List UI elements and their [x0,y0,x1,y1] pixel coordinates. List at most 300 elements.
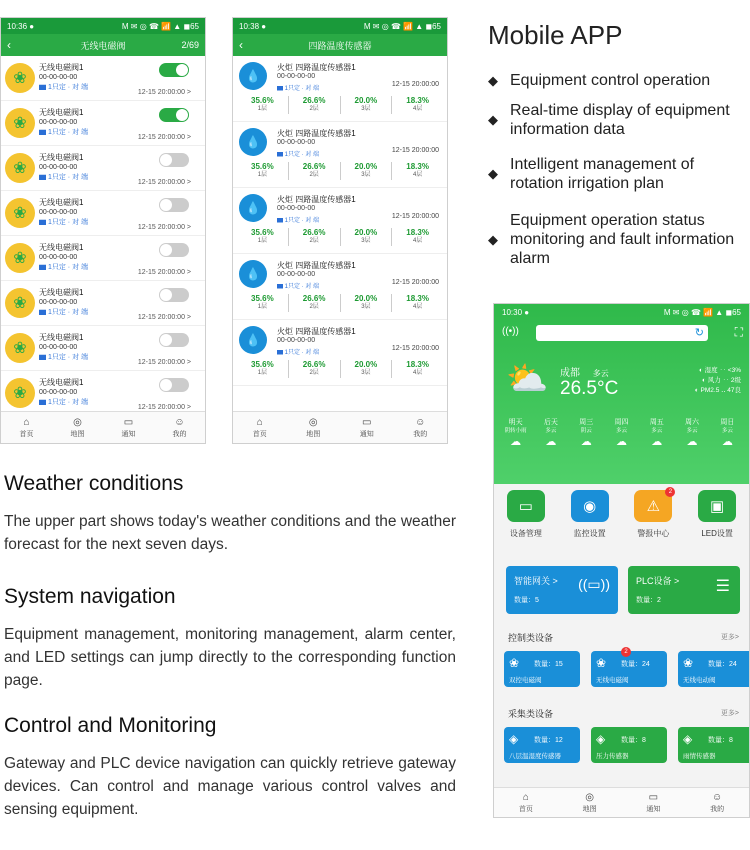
sensor-value [289,228,341,246]
plc-count: 数量：2 [636,597,661,604]
nav-item-2[interactable] [634,490,672,548]
sensor-layer: 1层 [257,238,268,244]
section-body: Equipment management, monitoring management, alarm center, and LED settings can jump directly to the corresponding function page. [4,626,456,689]
nav-label: 警报中心 [637,529,670,538]
rain-icon: ◈ [683,732,693,746]
cloudy-sun-icon: ⛅ [506,360,549,398]
valve-name: 无线电磁阀1 [39,198,84,207]
cloud-icon: ☁ [686,436,698,448]
map-icon: ◎ [308,416,318,428]
city-name: 成都 [560,368,580,379]
status-bar [494,304,749,320]
sensor-layer: 4层 [412,304,423,310]
page-title: 无线电磁阀 [80,40,126,51]
sensor-reading: 35.6% [251,162,274,171]
sensor-value [341,228,393,246]
home-icon: ⌂ [23,416,30,428]
sensor-value [237,96,289,114]
status-bar [233,18,447,34]
seven-day-forecast [498,418,745,447]
gateway-card[interactable] [506,566,618,614]
sensor-name: 火炬 四路温度传感器1 [277,195,356,204]
valve-icon: ❀ [5,333,35,363]
sensor-layer: 2层 [309,172,319,178]
valve-info [39,243,88,273]
valve-list-screen [0,17,206,444]
tab-label: 我的 [413,430,428,438]
sensor-layer: 3层 [361,172,371,178]
forecast-weather: 多云 [615,428,627,434]
forecast-day [604,418,639,447]
sensor-layer: 1层 [257,370,268,376]
nav-item-0[interactable] [507,490,545,548]
valve-toggle[interactable] [159,63,189,77]
sensor-id: 00-00-00-00 [277,73,316,80]
sensor-layer: 1层 [257,304,268,310]
title-bar [1,34,205,56]
status-time: 10:30 ● [502,307,530,317]
forecast-day [674,418,709,447]
cloud-icon: ☁ [651,436,663,448]
tab-map[interactable] [558,788,622,817]
valve-name: 无线电磁阀1 [39,108,84,117]
valve-toggle[interactable] [159,378,189,392]
tab-label: 首页 [518,805,533,813]
device-card[interactable] [591,727,667,763]
sensor-reading: 35.6% [251,96,274,105]
message-icon: ▭ [362,416,372,428]
sensor-layer: 4层 [412,238,423,244]
cloud-icon: ☁ [580,436,592,448]
valve-time: 12-15 20:00:00 > [137,224,191,231]
bottom-tab-bar [494,787,749,817]
valve-toggle[interactable] [159,333,189,347]
back-icon[interactable]: ‹ [239,38,243,52]
table-row[interactable] [1,101,205,146]
valve-info [39,288,88,318]
home-icon: ⌂ [256,416,263,428]
device-count: 数量：24 [708,661,737,668]
sensor-reading: 26.6% [302,294,326,303]
sensor-layer: 3层 [361,106,371,112]
device-name: 雨情传感器 [683,753,716,760]
sensor-values [237,162,443,180]
sensor-values [237,228,443,246]
sensor-reading: 18.3% [406,294,429,303]
sensor-icon: ◈ [509,732,519,746]
valve-tag: ▆ 1只定 · 对 端 [39,264,89,271]
valve-icon: ❀ [596,656,607,670]
sensor-value [341,96,393,114]
tab-label: 首页 [19,430,34,438]
sensor-id: 00-00-00-00 [277,271,316,278]
weather-desc: 多云 [592,369,609,378]
sensor-icon: 💧 [239,128,267,156]
sensor-layer: 2层 [309,106,319,112]
forecast-day-name: 周四 [614,419,629,426]
sensor-values [237,96,443,114]
diamond-bullet-icon: ◆ [488,73,498,88]
section-title: Control and Monitoring [4,714,217,737]
sensor-time: 12-15 20:00:00 [391,81,439,88]
diamond-bullet-icon: ◆ [488,232,498,247]
sensor-tag: ▆ 1只定 · 对 端 [277,86,320,92]
sensor-value [237,162,289,180]
tab-notice[interactable] [103,412,154,443]
message-icon: ▭ [123,416,134,428]
forecast-day-name: 后天 [543,419,558,426]
table-row[interactable] [1,281,205,326]
valve-tag: ▆ 1只定 · 对 端 [39,84,89,91]
sensor-time: 12-15 20:00:00 [391,279,439,286]
diamond-bullet-icon: ◆ [488,112,498,127]
valve-tag: ▆ 1只定 · 对 端 [39,219,89,226]
control-monitoring-section [4,714,456,821]
valve-toggle[interactable] [159,108,189,122]
sensor-reading: 20.0% [354,162,378,171]
status-time: 10:36 ● [7,21,35,31]
tab-label: 我的 [172,430,187,438]
device-card[interactable] [504,651,580,687]
sensor-layer: 4层 [412,370,423,376]
sensor-value [341,162,393,180]
cloud-icon: ☁ [545,436,557,448]
valve-name: 无线电磁阀1 [39,333,84,342]
feature-text: Equipment operation status monitoring and fault information alarm [510,212,735,267]
valve-info [39,63,88,93]
forecast-weather: 多云 [721,428,733,434]
function-nav [494,484,749,548]
valve-toggle[interactable] [159,153,189,167]
status-bar [1,18,205,34]
signal-icon[interactable]: ((•)) [502,326,519,337]
valve-icon: ❀ [683,656,694,670]
section-title: Weather conditions [4,472,184,495]
back-icon[interactable]: ‹ [7,38,11,52]
table-row[interactable] [1,371,205,416]
tab-label: 通知 [359,430,374,438]
valve-time: 12-15 20:00:00 > [137,269,191,276]
sensor-value [289,294,341,312]
gateway-count: 数量：5 [514,597,539,604]
tab-mine[interactable] [394,412,448,443]
forecast-weather: 阴转小雨 [504,428,527,434]
section-body: The upper part shows today's weather conditions and the weather forecast for the next seven days. [4,513,456,553]
device-count: 数量：8 [708,737,733,744]
home-screen [493,303,750,818]
search-input[interactable] [536,325,708,341]
scan-icon[interactable]: ⛶ [734,325,743,339]
feature-item [488,155,750,193]
tab-map[interactable] [287,412,341,443]
valve-info [39,378,88,408]
tab-home[interactable] [1,412,52,443]
feature-item [488,71,750,90]
device-count: 数量：12 [534,737,563,744]
gauge-icon: ◈ [596,732,606,746]
sensor-layer: 2层 [309,238,319,244]
tab-label: 地图 [70,430,85,438]
valve-toggle[interactable] [159,288,189,302]
valve-info [39,108,88,138]
sensor-name: 火炬 四路温度传感器1 [277,129,356,138]
feature-text: Intelligent management of rotation irrigation plan [510,156,695,192]
sensor-name: 火炬 四路温度传感器1 [277,63,356,72]
sensor-icon: 💧 [239,62,267,90]
device-name: 八层温湿度传感器 [509,753,561,760]
valve-info [39,153,88,183]
table-row[interactable] [233,254,447,320]
device-name: 压力传感器 [596,753,629,760]
valve-time: 12-15 20:00:00 > [137,134,191,141]
pm25-stat: ◐ PM2.5 ‥ 47良 [694,387,741,394]
control-devices-title: 控制类设备 [508,633,554,643]
device-name: 双控电磁阀 [509,677,542,684]
tab-notice[interactable] [340,412,394,443]
collect-devices-title: 采集类设备 [508,709,554,719]
valve-info [39,333,88,363]
valve-time: 12-15 20:00:00 > [137,314,191,321]
valve-time: 12-15 20:00:00 > [137,179,191,186]
nav-item-1[interactable] [571,490,609,548]
sensor-value [289,162,341,180]
sensor-value [341,360,393,378]
sensor-reading: 18.3% [406,162,429,171]
page-title: 四路温度传感器 [308,40,372,51]
alarm-badge: 2 [665,487,675,497]
device-count: 数量：15 [534,661,563,668]
device-card[interactable] [678,727,750,763]
map-icon: ◎ [73,416,82,428]
table-row[interactable] [233,122,447,188]
nav-label: 设备管理 [509,529,542,538]
valve-name: 无线电磁阀1 [39,243,84,252]
valve-tag: ▆ 1只定 · 对 端 [39,354,89,361]
table-row[interactable] [1,56,205,101]
sensor-reading: 20.0% [354,228,378,237]
tab-label: 我的 [710,805,725,813]
forecast-day [533,418,568,447]
valve-icon: ❀ [5,378,35,408]
forecast-weather: 多云 [545,428,557,434]
sensor-value [392,360,443,378]
sensor-id: 00-00-00-00 [277,205,316,212]
tab-mine[interactable] [154,412,205,443]
tab-map[interactable] [52,412,103,443]
device-name: 无线电动阀 [683,677,716,684]
sensor-time: 12-15 20:00:00 [391,345,439,352]
sensor-tag: ▆ 1只定 · 对 端 [277,350,320,356]
forecast-day [710,418,745,447]
forecast-day-name: 周日 [720,419,735,426]
section-title: System navigation [4,585,176,608]
sensor-icon: 💧 [239,260,267,288]
table-row[interactable] [233,320,447,386]
weather-header [494,304,749,484]
sensor-id: 00-00-00-00 [277,337,316,344]
device-card[interactable] [678,651,750,687]
bottom-tab-bar [1,411,205,443]
table-row[interactable] [1,146,205,191]
sensor-id: 00-00-00-00 [277,139,316,146]
device-count: 数量：24 [621,661,650,668]
sensor-layer: 2层 [309,370,319,376]
map-icon: ◎ [585,791,594,803]
sensor-values [237,360,443,378]
tab-label: 通知 [121,430,136,438]
feature-item [488,101,750,139]
sensor-name: 火炬 四路温度传感器1 [277,327,356,336]
valve-id: 00-00-00-00 [39,164,78,171]
table-row[interactable] [233,56,447,122]
sensor-tag: ▆ 1只定 · 对 端 [277,152,320,158]
forecast-day-name: 周三 [579,419,594,426]
valve-icon: ❀ [5,63,35,93]
valve-list [1,56,205,416]
refresh-icon[interactable]: ↻ [694,327,704,339]
sensor-layer: 3层 [361,370,371,376]
feature-text: Equipment control operation [510,72,711,89]
sensor-reading: 18.3% [406,96,429,105]
device-name: 无线电磁阀 [596,677,629,684]
status-icons: M ✉ ◎ ☎ 📶 ▲ ◼65 [663,307,741,317]
valve-icon: ❀ [5,288,35,318]
forecast-weather: 多云 [651,428,663,434]
valve-icon: ❀ [509,656,520,670]
valve-id: 00-00-00-00 [39,299,78,306]
valve-icon: ❀ [5,198,35,228]
sensor-time: 12-15 20:00:00 [391,147,439,154]
valve-info [39,198,88,228]
cloud-icon: ☁ [721,436,733,448]
sensor-layer: 3层 [361,238,371,244]
valve-tag: ▆ 1只定 · 对 端 [39,309,89,316]
sensor-reading: 20.0% [354,96,378,105]
sensor-value [392,294,443,312]
table-row[interactable] [1,236,205,281]
status-icons: M ✉ ◎ ☎ 📶 ▲ ◼65 [121,21,199,31]
forecast-day [498,418,533,447]
valve-name: 无线电磁阀1 [39,63,84,72]
mobile-app-heading: Mobile APP [488,20,623,50]
led-icon: ▣ [698,490,736,522]
sensor-value [392,162,443,180]
sensor-reading: 20.0% [354,294,378,303]
section-body: Gateway and PLC device navigation can quickly retrieve gateway devices. Can control and manage various control valves and sensing equipment. [4,755,456,818]
diamond-bullet-icon: ◆ [488,166,498,181]
tab-home[interactable] [494,788,558,817]
forecast-day [639,418,674,447]
tab-label: 地图 [306,430,321,438]
valve-icon: ❀ [5,243,35,273]
valve-name: 无线电磁阀1 [39,153,84,162]
tab-label: 地图 [582,805,597,813]
control-more-link[interactable]: 更多> [720,634,739,641]
tab-mine[interactable] [685,788,749,817]
sensor-reading: 26.6% [302,96,326,105]
plc-card[interactable] [628,566,740,614]
device-count: 数量：8 [621,737,646,744]
valve-id: 00-00-00-00 [39,344,78,351]
status-time: 10:38 ● [239,21,267,31]
tab-label: 首页 [252,430,267,438]
feature-text: Real-time display of equipment information data [510,102,730,138]
message-icon: ▭ [648,791,659,803]
sensor-reading: 35.6% [251,228,274,237]
valve-id: 00-00-00-00 [39,74,78,81]
device-card[interactable] [504,727,580,763]
sensor-value [392,96,443,114]
valve-tag: ▆ 1只定 · 对 端 [39,399,89,406]
sensor-time: 12-15 20:00:00 [391,213,439,220]
sensor-tag: ▆ 1只定 · 对 端 [277,284,320,290]
cloud-icon: ☁ [510,436,522,448]
sensor-value [341,294,393,312]
router-icon: ((▭)) [578,576,610,592]
sensor-reading: 26.6% [302,228,326,237]
table-row[interactable] [1,326,205,371]
sensor-reading: 18.3% [406,228,429,237]
sensor-tag: ▆ 1只定 · 对 端 [277,218,320,224]
tab-notice[interactable] [622,788,686,817]
sensor-layer: 2层 [309,304,319,310]
valve-toggle[interactable] [159,198,189,212]
sensor-values [237,294,443,312]
valve-time: 12-15 20:00:00 > [137,359,191,366]
nav-item-3[interactable] [698,490,736,548]
sensor-layer: 1层 [257,172,268,178]
page-count: 2/69 [181,40,199,50]
cloud-icon: ☁ [615,436,627,448]
wind-stat: ◐ 风力 ‥ 2级 [702,377,741,384]
user-icon: ☺ [712,791,723,803]
valve-tag: ▆ 1只定 · 对 端 [39,174,89,181]
valve-toggle[interactable] [159,243,189,257]
valve-id: 00-00-00-00 [39,209,78,216]
sensor-value [237,360,289,378]
sensor-reading: 35.6% [251,360,274,369]
collect-more-link[interactable]: 更多> [720,710,739,717]
valve-tag: ▆ 1只定 · 对 端 [39,129,89,136]
sensor-icon: 💧 [239,194,267,222]
forecast-weather: 阴云 [580,428,592,434]
sensor-list [233,56,447,386]
sensor-reading: 26.6% [302,360,326,369]
forecast-day-name: 周六 [685,419,700,426]
forecast-day-name: 明天 [508,419,523,426]
sensor-layer: 4层 [412,172,423,178]
weather-location [560,364,609,379]
camera-icon: ◉ [571,490,609,522]
table-row[interactable] [1,191,205,236]
table-row[interactable] [233,188,447,254]
sensor-reading: 18.3% [406,360,429,369]
valve-id: 00-00-00-00 [39,119,78,126]
sensor-layer: 1层 [257,106,268,112]
sensor-value [237,294,289,312]
control-device-row [504,651,749,691]
weather-stats [695,366,741,396]
tab-label: 通知 [646,805,661,813]
tab-home[interactable] [233,412,287,443]
sensor-value [289,360,341,378]
sensor-value [237,228,289,246]
current-temperature: 26.5°C [560,378,619,399]
device-card[interactable] [591,651,667,687]
humidity-stat: ◐ 湿度 ‥ <3% [698,367,741,374]
sensor-reading: 35.6% [251,294,274,303]
status-icons: M ✉ ◎ ☎ 📶 ▲ ◼65 [363,21,441,31]
